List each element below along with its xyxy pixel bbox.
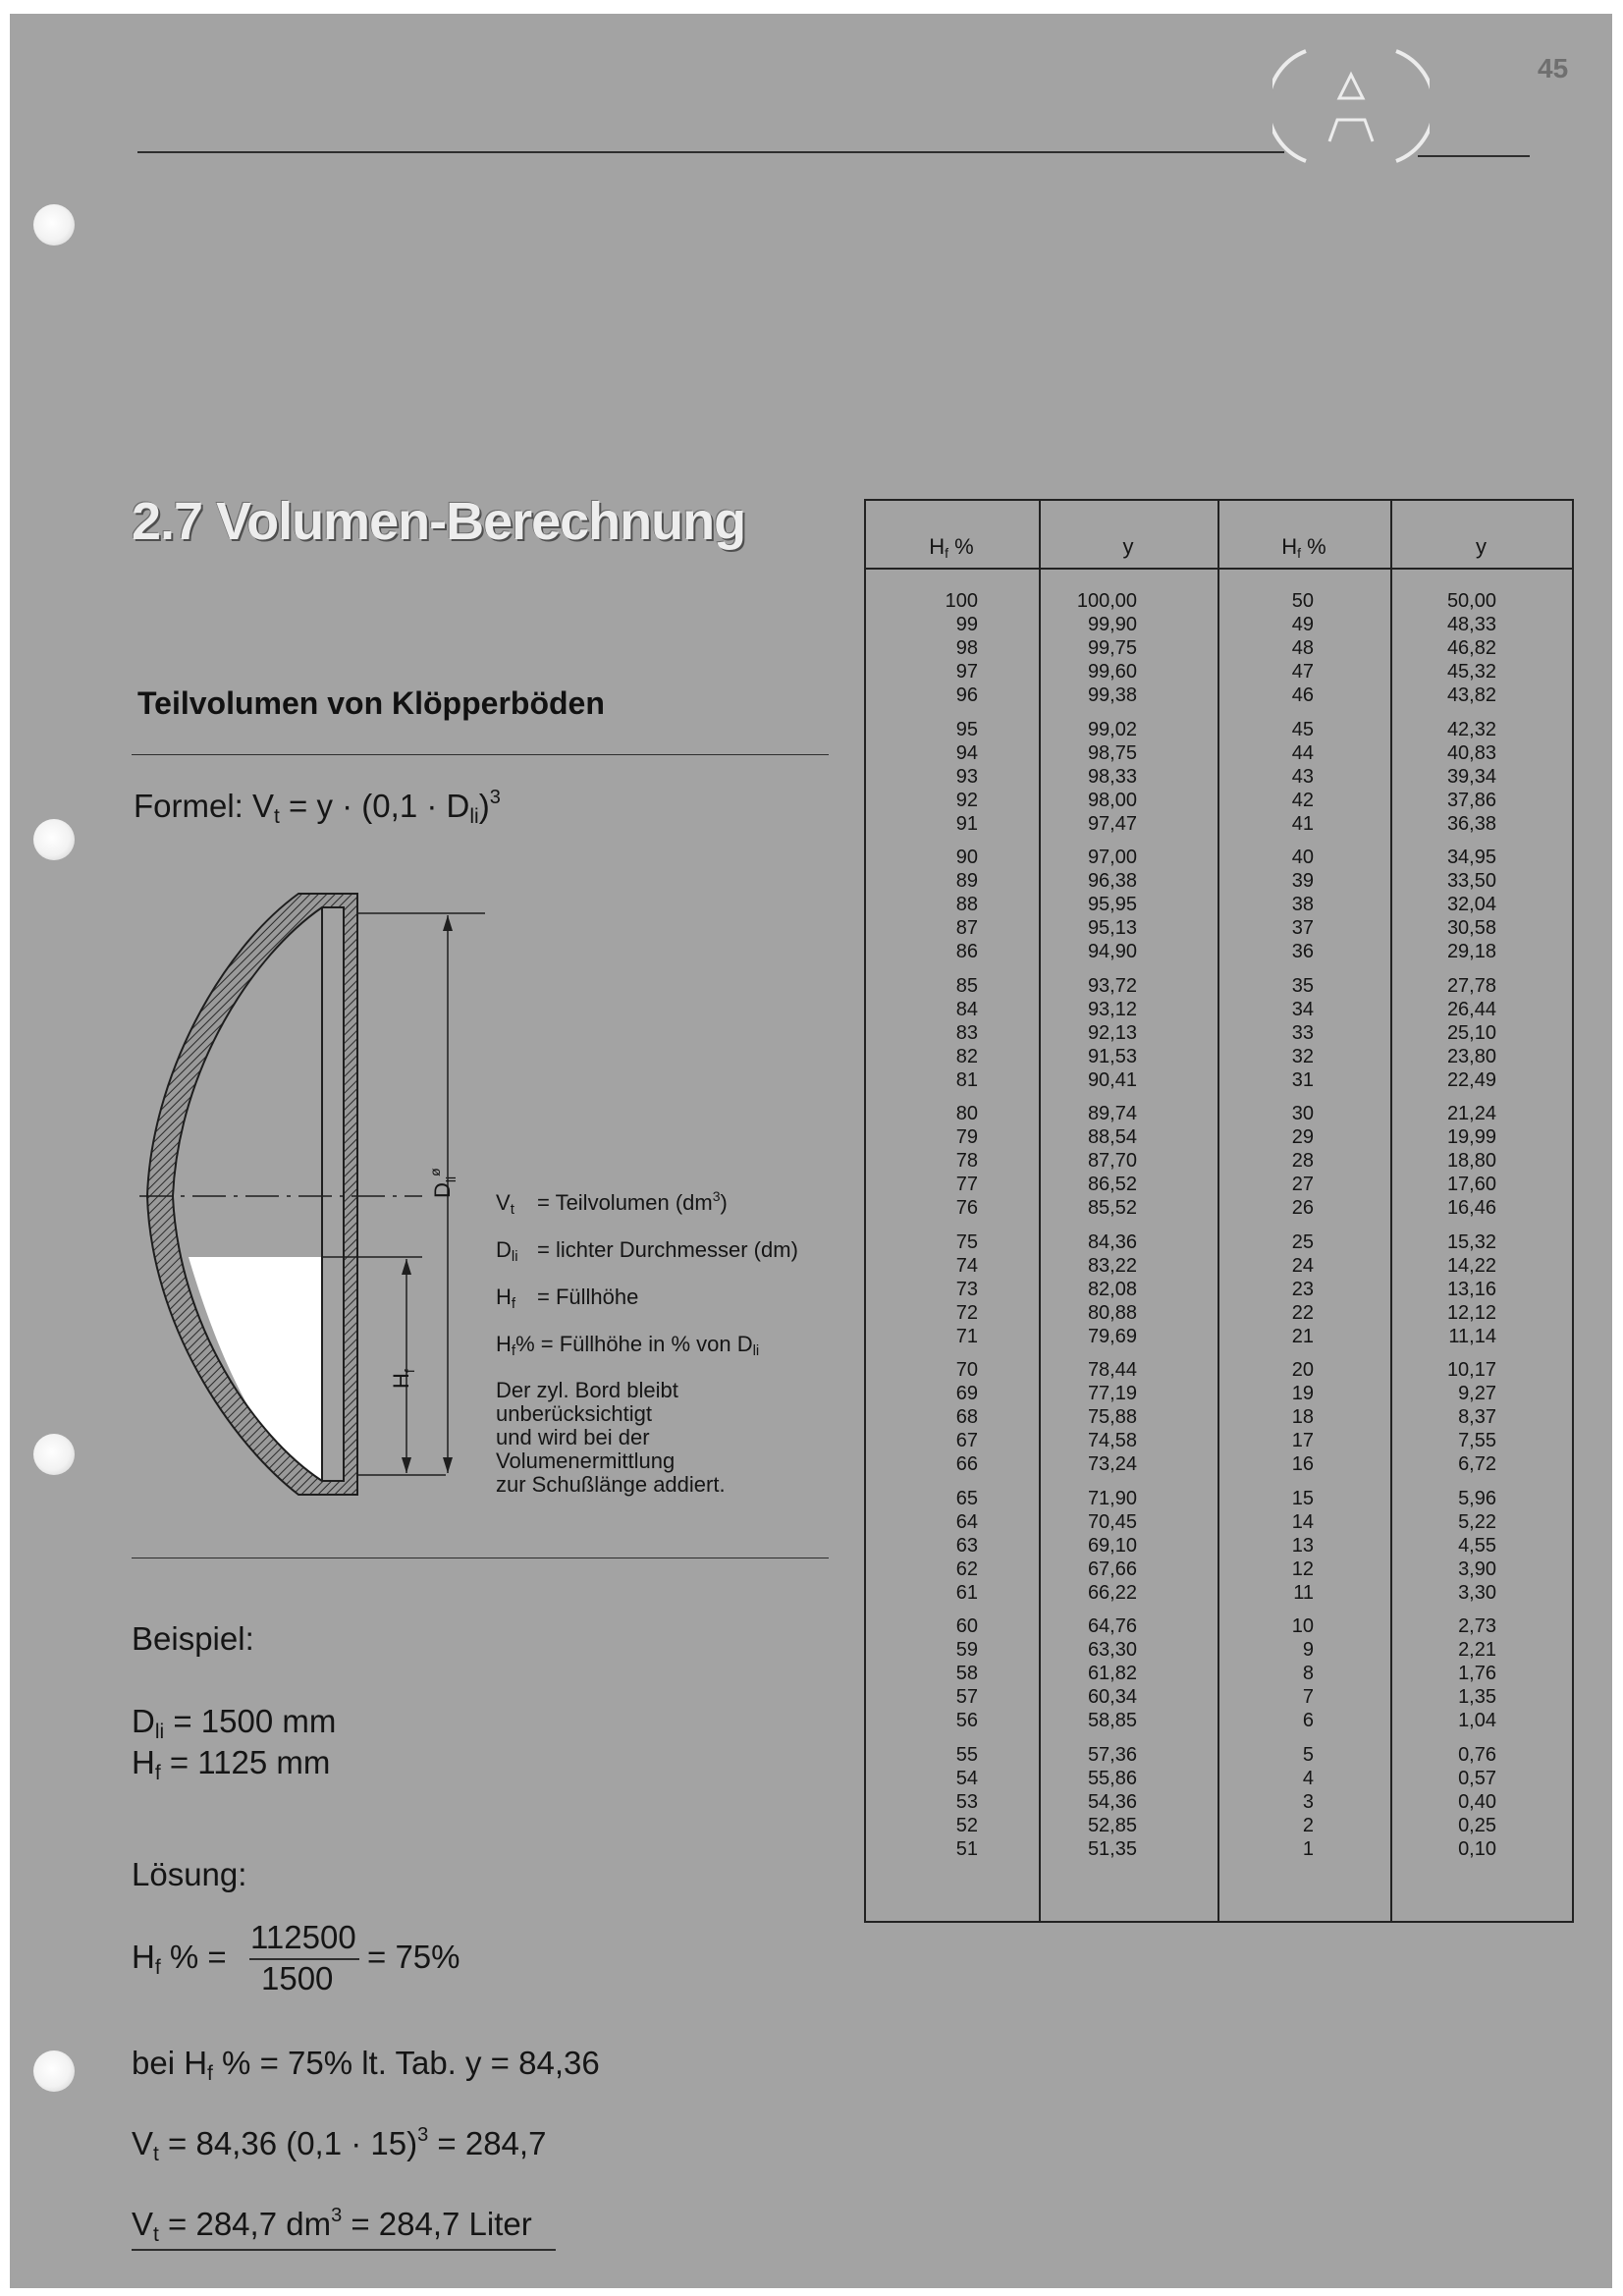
solution-vt-calc: Vt = 84,36 $(0,1 \cdot 15)^3 = 284,7$	[132, 2124, 547, 2165]
cell-y-left: 66,22	[1087, 1581, 1137, 1604]
cell-y-right: 15,32	[1446, 1230, 1496, 1253]
subtitle: Teilvolumen von Klöpperböden	[137, 685, 605, 721]
cell-y-left: 84,36	[1087, 1230, 1137, 1253]
cell-y-left: 87,70	[1087, 1150, 1137, 1172]
cell-y-left: 98,33	[1087, 765, 1137, 788]
cell-hf-left: 58	[955, 1663, 978, 1684]
legend-hf-percent: Hf% = Füllhöhe in % von Dli	[496, 1332, 760, 1359]
cell-hf-left: 65	[955, 1487, 978, 1509]
cell-y-left: 88,54	[1087, 1126, 1137, 1148]
cell-y-left: 79,69	[1087, 1325, 1137, 1347]
cell-hf-right: 5	[1302, 1743, 1314, 1766]
cell-hf-right: 21	[1291, 1325, 1314, 1347]
cell-hf-left: 73	[955, 1278, 978, 1300]
cell-hf-right: 18	[1291, 1406, 1314, 1428]
cell-hf-left: 51	[955, 1837, 978, 1860]
cell-hf-left: 87	[955, 917, 978, 939]
cell-y-left: 99,02	[1087, 718, 1137, 740]
cell-y-left: 97,00	[1087, 847, 1137, 868]
cell-y-right: 26,44	[1446, 998, 1496, 1020]
cell-hf-left: 63	[955, 1534, 978, 1557]
cell-y-left: 67,66	[1087, 1558, 1137, 1580]
cell-y-right: 12,12	[1446, 1301, 1496, 1324]
cell-hf-left: 81	[955, 1068, 978, 1091]
cell-hf-right: 49	[1291, 614, 1314, 635]
cell-hf-left: 53	[955, 1790, 978, 1813]
cell-y-right: 37,86	[1446, 789, 1496, 811]
cell-y-left: 100,00	[1076, 590, 1137, 612]
cell-hf-left: 54	[955, 1767, 978, 1789]
cell-hf-left: 55	[955, 1743, 978, 1766]
cell-y-left: 90,41	[1087, 1068, 1137, 1091]
cell-y-left: 92,13	[1087, 1021, 1137, 1044]
cell-y-left: 71,90	[1087, 1487, 1137, 1509]
table-header-y-right: y	[1476, 534, 1487, 559]
cell-hf-right: 34	[1291, 998, 1314, 1020]
cell-y-left: 51,35	[1087, 1837, 1137, 1860]
cell-hf-left: 91	[955, 812, 978, 835]
cell-hf-right: 7	[1302, 1686, 1314, 1708]
cell-hf-left: 99	[955, 614, 978, 635]
solution-hf-lhs: Hf % =	[132, 1939, 227, 1979]
cell-hf-left: 69	[955, 1383, 978, 1404]
note-line: und wird bei der	[496, 1425, 650, 1449]
cell-hf-left: 80	[955, 1103, 978, 1124]
legend-vt: Vt = Teilvolumen $(dm^3)$	[496, 1188, 728, 1218]
cell-hf-right: 37	[1291, 917, 1314, 939]
cell-y-right: 11,14	[1448, 1325, 1496, 1347]
cell-y-right: 46,82	[1446, 637, 1496, 659]
cell-y-left: 99,60	[1087, 661, 1137, 683]
cell-y-left: 77,19	[1087, 1383, 1137, 1404]
volume-table	[864, 499, 1574, 1923]
cell-y-right: 42,32	[1446, 718, 1496, 740]
cell-hf-right: 44	[1291, 741, 1314, 764]
note-line: Der zyl. Bord bleibt	[496, 1378, 678, 1402]
cell-y-left: 98,75	[1087, 741, 1137, 764]
cell-y-right: 43,82	[1446, 684, 1496, 706]
cell-hf-left: 77	[955, 1174, 978, 1195]
cell-hf-left: 90	[955, 847, 978, 868]
cell-y-right: 10,17	[1446, 1359, 1496, 1381]
cell-y-left: 61,82	[1087, 1663, 1137, 1684]
legend-dli: Dli = lichter Durchmesser (dm)	[496, 1237, 798, 1265]
cell-y-right: 23,80	[1446, 1045, 1496, 1067]
cell-hf-left: 66	[955, 1453, 978, 1475]
cell-hf-right: 17	[1291, 1430, 1314, 1451]
note-line: Volumenermittlung	[496, 1449, 676, 1473]
cell-y-right: 27,78	[1446, 974, 1496, 997]
cell-y-right: 14,22	[1446, 1254, 1496, 1277]
result-underline	[132, 2249, 556, 2251]
cell-y-right: 3,90	[1458, 1558, 1496, 1580]
cell-hf-left: 86	[955, 941, 978, 962]
section-title: 2.7 Volumen-Berechnung	[132, 492, 746, 551]
cell-y-right: 16,46	[1446, 1197, 1496, 1219]
cell-hf-left: 57	[955, 1686, 978, 1708]
cell-hf-right: 50	[1291, 590, 1314, 612]
header-rule-right	[1418, 155, 1530, 157]
table-header-y-left: y	[1122, 534, 1134, 559]
document-page	[10, 14, 1612, 2288]
solution-denominator: 1500	[261, 1960, 334, 1996]
cell-y-right: 50,00	[1446, 590, 1496, 612]
cell-hf-right: 43	[1291, 765, 1314, 788]
cell-hf-left: 75	[955, 1230, 978, 1253]
cell-y-right: 4,55	[1458, 1534, 1496, 1557]
cell-y-left: 70,45	[1087, 1510, 1137, 1533]
cell-hf-left: 79	[955, 1126, 978, 1148]
cell-hf-left: 84	[955, 998, 978, 1020]
cell-y-right: 17,60	[1446, 1174, 1496, 1195]
cell-y-right: 0,57	[1458, 1767, 1496, 1789]
cell-y-right: 19,99	[1446, 1126, 1496, 1148]
cell-y-left: 75,88	[1087, 1406, 1137, 1428]
cell-hf-right: 47	[1291, 661, 1314, 683]
cell-hf-left: 85	[955, 974, 978, 997]
note-line: unberücksichtigt	[496, 1401, 652, 1426]
cell-y-left: 93,72	[1087, 974, 1137, 997]
legend-hf: Hf = Füllhöhe	[496, 1285, 639, 1312]
cell-hf-left: 68	[955, 1406, 978, 1428]
example-dli: Dli = 1500 mm	[132, 1703, 337, 1743]
cell-hf-right: 23	[1291, 1278, 1314, 1300]
cell-y-left: 95,13	[1087, 917, 1137, 939]
cell-y-left: 98,00	[1087, 789, 1137, 811]
cell-y-right: 32,04	[1446, 894, 1496, 915]
cell-hf-left: 74	[955, 1254, 978, 1277]
cell-hf-left: 98	[955, 637, 978, 659]
cell-hf-right: 11	[1293, 1581, 1314, 1604]
cell-y-left: 54,36	[1087, 1790, 1137, 1813]
cell-hf-right: 10	[1291, 1615, 1314, 1637]
dli-dimension-label: $D_{li}^ø$	[427, 1168, 459, 1198]
cell-y-left: 64,76	[1087, 1615, 1137, 1637]
cell-hf-left: 92	[955, 789, 978, 811]
cell-y-right: 5,22	[1458, 1510, 1496, 1533]
cell-hf-left: 89	[955, 870, 978, 892]
punch-hole-icon	[33, 2050, 75, 2092]
cell-y-left: 69,10	[1087, 1534, 1137, 1557]
cell-y-left: 74,58	[1087, 1430, 1137, 1451]
cell-hf-right: 19	[1291, 1383, 1314, 1404]
cell-hf-right: 28	[1291, 1150, 1314, 1172]
cell-hf-left: 94	[955, 741, 978, 764]
cell-y-right: 39,34	[1446, 765, 1496, 788]
cell-hf-left: 76	[955, 1197, 978, 1219]
cell-hf-right: 27	[1291, 1174, 1314, 1195]
cell-y-left: 89,74	[1087, 1103, 1137, 1124]
cell-hf-right: 30	[1291, 1103, 1314, 1124]
cell-y-right: 0,40	[1458, 1790, 1496, 1813]
formula: Formel: Vt = y · (0,1 · Dli)$^3$	[134, 787, 501, 828]
cell-y-left: 99,90	[1087, 614, 1137, 635]
cell-hf-left: 93	[955, 765, 978, 788]
solution-lookup: bei Hf % = 75% lt. Tab. y = 84,36	[132, 2045, 600, 2085]
note-line: zur Schußlänge addiert.	[496, 1472, 726, 1497]
page-number: 45	[1538, 53, 1569, 83]
solution-label: Lösung:	[132, 1856, 247, 1892]
cell-hf-right: 16	[1291, 1453, 1314, 1475]
cell-hf-right: 8	[1302, 1663, 1314, 1684]
cell-y-right: 7,55	[1458, 1430, 1496, 1451]
cell-y-right: 21,24	[1446, 1103, 1496, 1124]
cell-y-right: 1,76	[1458, 1663, 1496, 1684]
cell-hf-right: 13	[1291, 1534, 1314, 1557]
cell-y-right: 1,35	[1458, 1686, 1496, 1708]
cell-hf-right: 45	[1291, 718, 1314, 740]
cell-y-right: 8,37	[1458, 1406, 1496, 1428]
cell-y-left: 78,44	[1087, 1359, 1137, 1381]
cell-y-left: 97,47	[1087, 812, 1137, 835]
example-hf: Hf = 1125 mm	[132, 1744, 331, 1784]
cell-hf-right: 2	[1302, 1814, 1314, 1836]
cell-y-right: 45,32	[1446, 661, 1496, 683]
cell-hf-left: 95	[955, 718, 978, 740]
cell-hf-left: 100	[945, 590, 978, 612]
cell-y-left: 83,22	[1087, 1254, 1137, 1277]
cell-y-left: 86,52	[1087, 1174, 1137, 1195]
hf-dimension-label: $H_f$	[389, 1369, 417, 1389]
cell-y-left: 58,85	[1087, 1710, 1137, 1731]
cell-hf-left: 83	[955, 1021, 978, 1044]
cell-hf-right: 48	[1291, 637, 1314, 659]
cell-y-right: 0,76	[1458, 1743, 1496, 1766]
cell-y-right: 40,83	[1446, 741, 1496, 764]
cell-y-left: 60,34	[1087, 1686, 1137, 1708]
cell-y-right: 25,10	[1446, 1021, 1496, 1044]
cell-hf-right: 31	[1291, 1068, 1314, 1091]
solution-numerator: 112500	[250, 1919, 356, 1955]
cell-y-left: 96,38	[1087, 870, 1137, 892]
cell-y-left: 80,88	[1087, 1301, 1137, 1324]
cell-hf-right: 40	[1291, 847, 1314, 868]
cell-hf-right: 9	[1302, 1639, 1314, 1661]
cell-y-left: 99,75	[1087, 637, 1137, 659]
cell-hf-right: 3	[1302, 1790, 1314, 1813]
cell-hf-right: 4	[1302, 1767, 1314, 1789]
punch-hole-icon	[33, 819, 75, 860]
cell-hf-right: 6	[1302, 1710, 1314, 1731]
cell-hf-right: 39	[1291, 870, 1314, 892]
cell-y-right: 33,50	[1446, 870, 1496, 892]
cell-hf-left: 67	[955, 1430, 978, 1451]
cell-hf-right: 25	[1291, 1230, 1314, 1253]
cell-hf-right: 35	[1291, 974, 1314, 997]
cell-y-right: 18,80	[1446, 1150, 1496, 1172]
cell-hf-right: 36	[1291, 941, 1314, 962]
cell-y-left: 99,38	[1087, 684, 1137, 706]
cell-hf-right: 14	[1291, 1510, 1314, 1533]
cell-y-right: 9,27	[1458, 1383, 1496, 1404]
cell-hf-right: 38	[1291, 894, 1314, 915]
cell-hf-left: 78	[955, 1150, 978, 1172]
cell-hf-left: 88	[955, 894, 978, 915]
solution-vt-result: Vt = 284,7 $dm^3 = 284,7$ Liter	[132, 2205, 532, 2246]
cell-y-right: 34,95	[1446, 847, 1496, 868]
cell-hf-left: 72	[955, 1301, 978, 1324]
cell-hf-left: 52	[955, 1814, 978, 1836]
cell-hf-left: 59	[955, 1639, 978, 1661]
cell-y-left: 82,08	[1087, 1278, 1137, 1300]
cell-hf-left: 62	[955, 1558, 978, 1580]
cell-y-right: 6,72	[1458, 1453, 1496, 1475]
punch-hole-icon	[33, 204, 75, 246]
cell-hf-right: 1	[1302, 1837, 1314, 1860]
cell-y-left: 85,52	[1087, 1197, 1137, 1219]
cell-hf-left: 56	[955, 1710, 978, 1731]
cell-y-right: 3,30	[1458, 1581, 1496, 1604]
cell-hf-right: 20	[1291, 1359, 1314, 1381]
cell-hf-left: 97	[955, 661, 978, 683]
cell-hf-right: 15	[1291, 1487, 1314, 1509]
cell-hf-right: 24	[1291, 1254, 1314, 1277]
cell-y-left: 63,30	[1087, 1639, 1137, 1661]
cell-hf-left: 82	[955, 1045, 978, 1067]
cell-y-left: 57,36	[1087, 1743, 1137, 1766]
table-header-hf-left: Hf %	[929, 534, 974, 561]
cell-y-right: 29,18	[1446, 941, 1496, 962]
cell-y-left: 95,95	[1087, 894, 1137, 915]
cell-hf-left: 71	[955, 1325, 978, 1347]
cell-y-left: 55,86	[1087, 1767, 1137, 1789]
example-label: Beispiel:	[132, 1620, 254, 1657]
subtitle-rule	[132, 754, 829, 755]
cell-hf-right: 29	[1291, 1126, 1314, 1148]
solution-hf-result: = 75%	[367, 1939, 460, 1975]
cell-hf-right: 41	[1291, 812, 1314, 835]
cell-y-left: 73,24	[1087, 1453, 1137, 1475]
cell-y-left: 91,53	[1087, 1045, 1137, 1067]
cell-y-right: 48,33	[1446, 614, 1496, 635]
cell-y-right: 0,10	[1458, 1837, 1496, 1860]
cell-hf-left: 70	[955, 1359, 978, 1381]
cell-hf-left: 64	[955, 1510, 978, 1533]
A-in-circle-logo-icon	[1272, 37, 1430, 175]
cell-hf-right: 32	[1291, 1045, 1314, 1067]
cell-hf-right: 42	[1291, 789, 1314, 811]
cell-y-right: 30,58	[1446, 917, 1496, 939]
header-rule-left	[137, 151, 1284, 153]
punch-hole-icon	[33, 1434, 75, 1475]
cell-hf-left: 61	[955, 1581, 978, 1604]
cell-y-left: 52,85	[1087, 1814, 1137, 1836]
cell-y-right: 0,25	[1458, 1814, 1496, 1836]
cell-y-right: 36,38	[1446, 812, 1496, 835]
cell-hf-right: 12	[1291, 1558, 1314, 1580]
cell-y-right: 1,04	[1458, 1710, 1496, 1731]
cell-hf-left: 96	[955, 684, 978, 706]
cell-y-right: 5,96	[1458, 1487, 1496, 1509]
dished-head-diagram	[132, 872, 505, 1510]
cell-hf-right: 46	[1291, 684, 1314, 706]
cell-y-right: 22,49	[1446, 1068, 1496, 1091]
cell-hf-left: 60	[955, 1615, 978, 1637]
cell-y-right: 2,73	[1458, 1615, 1496, 1637]
table-header-hf-right: Hf %	[1281, 534, 1326, 561]
cell-hf-right: 26	[1291, 1197, 1314, 1219]
cell-hf-right: 33	[1291, 1021, 1314, 1044]
cell-y-left: 94,90	[1087, 941, 1137, 962]
cell-y-right: 2,21	[1458, 1639, 1496, 1661]
cell-y-left: 93,12	[1087, 998, 1137, 1020]
cell-hf-right: 22	[1291, 1301, 1314, 1324]
cell-y-right: 13,16	[1446, 1278, 1496, 1300]
